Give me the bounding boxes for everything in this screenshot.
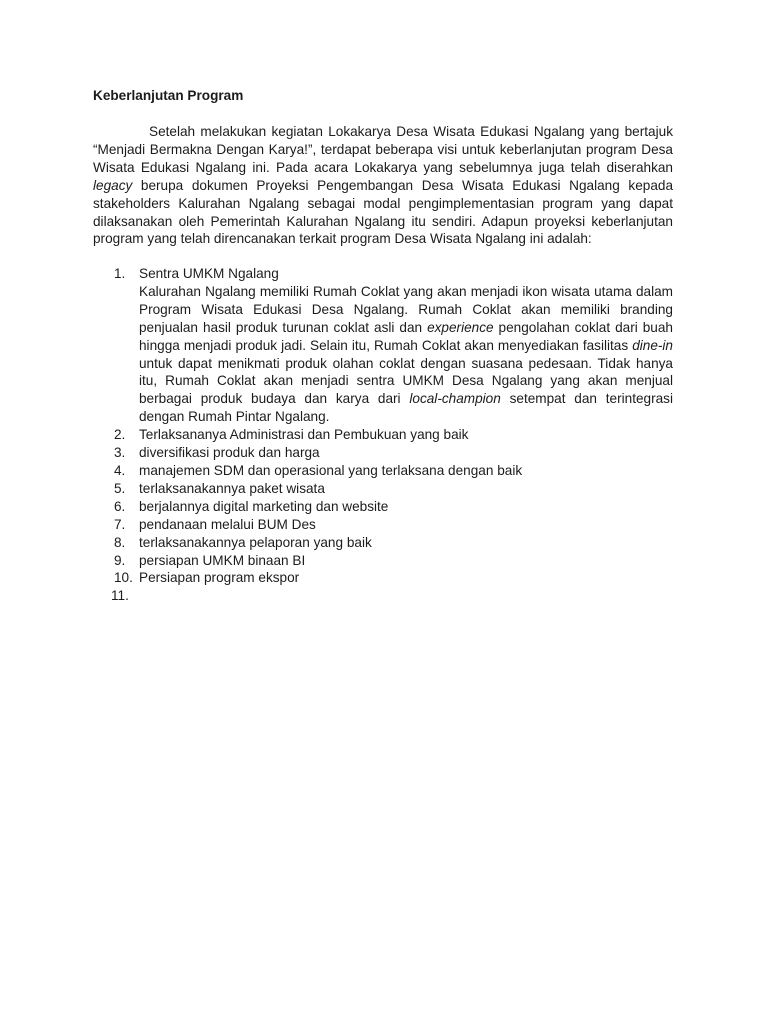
list-item-number: 11. [111, 588, 129, 604]
list-item-number: 2. [114, 427, 126, 443]
list-item-text: diversifikasi produk dan harga [139, 445, 320, 461]
list-item-text: persiapan UMKM binaan BI [139, 552, 306, 568]
desc-dinein-term: dine-in [632, 337, 673, 353]
list-item-number: 10. [114, 570, 133, 586]
list-item-text: terlaksanakannya paket wisata [139, 480, 325, 496]
list-item [93, 462, 673, 480]
list-item [93, 498, 673, 516]
document-title: Keberlanjutan Program [93, 88, 244, 103]
list-item [93, 534, 673, 552]
desc-text-1: Kalurahan Ngalang memiliki Rumah Coklat yang akan menjadi ikon wisata utama dalam Program Wisata Edukasi Desa Ngalang. Rumah Coklat akan memiliki branding penjualan hasil produk turunan coklat asli dan [139, 283, 673, 335]
list-item [93, 516, 673, 534]
list-item-text: pendanaan melalui BUM Des [139, 516, 316, 532]
list-item [93, 426, 673, 444]
list-item [93, 265, 673, 426]
desc-text-4: setempat dan terintegrasi dengan Rumah Pintar Ngalang. [139, 391, 674, 425]
list-item-number: 6. [114, 498, 126, 514]
intro-text-2: berupa dokumen Proyeksi Pengembangan Desa Wisata Edukasi Ngalang kepada stakeholders Kalurahan Ngalang sebagai modal pengimplementasian program yang dapat dilaksanakan oleh Pemerintah Kalurahan Ngalang itu sendiri. Adapun proyeksi keberlanjutan program yang telah direncanakan terkait program Desa Wisata Ngalang ini adalah: [93, 177, 673, 247]
desc-text-3: untuk dapat menikmati produk olahan coklat dengan suasana pedesaan. Tidak hanya itu, Rumah Coklat akan menjadi sentra UMKM Desa Ngalang yang akan menjual berbagai produk budaya dan karya dari [139, 355, 673, 407]
list-item-number: 5. [114, 480, 126, 496]
list-item-number: 9. [114, 552, 126, 568]
desc-experience-term: experience [427, 319, 494, 335]
list-item-text: berjalannya digital marketing dan website [139, 498, 389, 514]
desc-text-2: pengolahan coklat dari buah hingga menjadi produk jadi. Selain itu, Rumah Coklat akan menyediakan fasilitas [139, 319, 673, 353]
list-item [93, 569, 673, 587]
list-item-number: 1. [114, 266, 126, 281]
intro-legacy-term: legacy [93, 177, 133, 193]
program-list [93, 265, 673, 605]
list-item [93, 587, 673, 605]
list-item-number: 8. [114, 534, 126, 550]
list-item [93, 552, 673, 570]
list-item-text: Persiapan program ekspor [139, 570, 300, 586]
desc-localchampion-term: local-champion [409, 391, 501, 407]
list-item-text: terlaksanakannya pelaporan yang baik [139, 534, 372, 550]
list-item [93, 444, 673, 462]
intro-paragraph [93, 123, 673, 248]
list-item-number: 4. [114, 462, 126, 478]
list-item [93, 480, 673, 498]
intro-text-1: Setelah melakukan kegiatan Lokakarya Desa Wisata Edukasi Ngalang yang bertajuk “Menjadi Bermakna Dengan Karya!”, terdapat beberapa visi untuk keberlanjutan program Desa Wisata Edukasi Ngalang ini. Pada acara Lokakarya yang sebelumnya juga telah diserahkan [93, 124, 673, 175]
list-item-description [139, 283, 673, 426]
list-item-text: Terlaksananya Administrasi dan Pembukuan yang baik [139, 427, 469, 443]
list-item-text: manajemen SDM dan operasional yang terlaksana dengan baik [139, 462, 523, 478]
list-item-title: Sentra UMKM Ngalang [139, 266, 279, 281]
list-item-number: 3. [114, 445, 126, 461]
list-item-number: 7. [114, 516, 126, 532]
